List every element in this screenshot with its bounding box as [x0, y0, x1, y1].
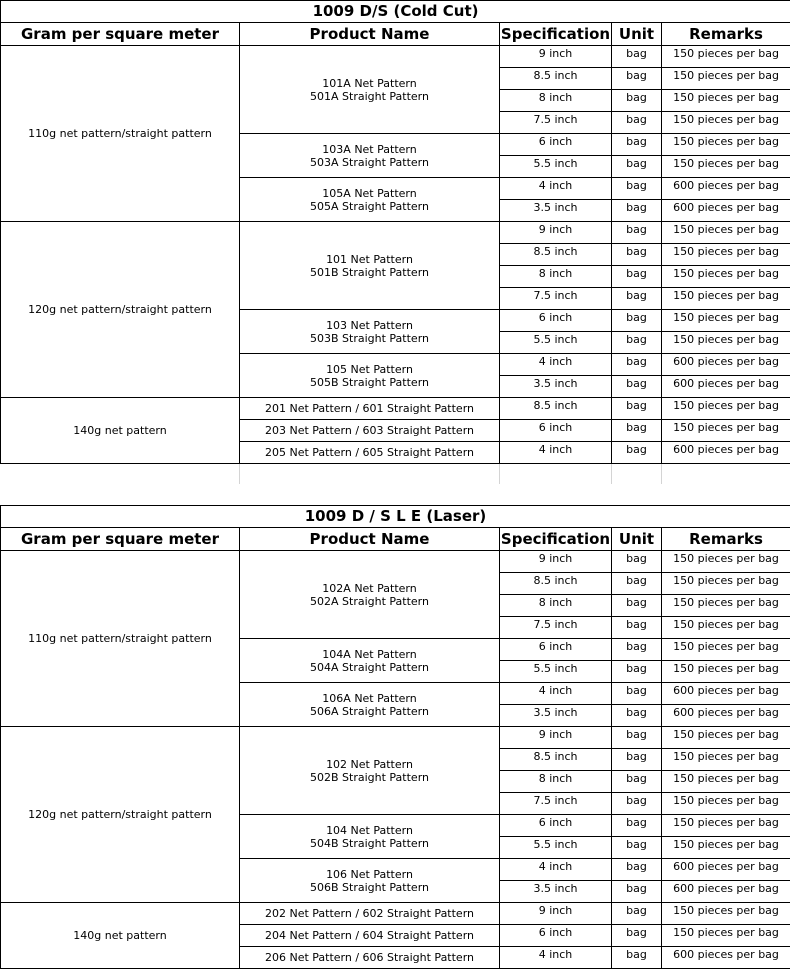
remarks-cell: 150 pieces per bag — [662, 815, 790, 837]
product-name-cell — [240, 46, 500, 134]
remarks-cell: 150 pieces per bag — [662, 222, 790, 244]
unit-cell: bag — [612, 266, 662, 288]
specification-cell: 8.5 inch — [500, 398, 612, 420]
column-header: Specification — [500, 528, 612, 551]
product-name-line: 502A Straight Pattern — [310, 595, 429, 608]
product-name-line: 205 Net Pattern / 605 Straight Pattern — [265, 446, 474, 459]
specification-cell: 3.5 inch — [500, 881, 612, 903]
unit-cell: bag — [612, 46, 662, 68]
remarks-cell: 150 pieces per bag — [662, 134, 790, 156]
product-name-cell — [240, 354, 500, 398]
unit-cell: bag — [612, 156, 662, 178]
remarks-cell: 150 pieces per bag — [662, 398, 790, 420]
unit-cell: bag — [612, 749, 662, 771]
product-name-line: 104 Net Pattern — [326, 824, 413, 837]
unit-cell: bag — [612, 398, 662, 420]
specification-cell: 6 inch — [500, 925, 612, 947]
unit-cell: bag — [612, 617, 662, 639]
unit-cell: bag — [612, 222, 662, 244]
table-row — [1, 903, 790, 925]
column-header: Product Name — [240, 23, 500, 46]
product-name-line: 101 Net Pattern — [326, 253, 413, 266]
product-name-cell — [240, 683, 500, 727]
unit-cell: bag — [612, 771, 662, 793]
specification-cell: 3.5 inch — [500, 705, 612, 727]
remarks-cell: 600 pieces per bag — [662, 859, 790, 881]
unit-cell: bag — [612, 925, 662, 947]
unit-cell: bag — [612, 815, 662, 837]
product-name-cell — [240, 178, 500, 222]
unit-cell: bag — [612, 288, 662, 310]
unit-cell: bag — [612, 310, 662, 332]
remarks-cell: 150 pieces per bag — [662, 266, 790, 288]
unit-cell: bag — [612, 793, 662, 815]
remarks-cell: 150 pieces per bag — [662, 68, 790, 90]
unit-cell: bag — [612, 332, 662, 354]
unit-cell: bag — [612, 639, 662, 661]
remarks-cell: 600 pieces per bag — [662, 947, 790, 969]
table-gap — [0, 484, 790, 505]
remarks-cell: 150 pieces per bag — [662, 112, 790, 134]
remarks-cell: 150 pieces per bag — [662, 244, 790, 266]
product-name-cell — [240, 134, 500, 178]
product-name-line: 501A Straight Pattern — [310, 90, 429, 103]
product-name-line: 502B Straight Pattern — [310, 771, 429, 784]
unit-cell: bag — [612, 112, 662, 134]
gram-cell: 120g net pattern/straight pattern — [1, 222, 240, 398]
specification-cell: 8.5 inch — [500, 573, 612, 595]
product-name-cell — [240, 815, 500, 859]
product-name-line: 202 Net Pattern / 602 Straight Pattern — [265, 907, 474, 920]
product-name-line: 105 Net Pattern — [326, 363, 413, 376]
product-name-line: 102A Net Pattern — [322, 582, 416, 595]
specification-cell: 5.5 inch — [500, 332, 612, 354]
remarks-cell: 150 pieces per bag — [662, 332, 790, 354]
specification-cell: 8.5 inch — [500, 244, 612, 266]
table-row — [1, 222, 790, 244]
unit-cell: bag — [612, 573, 662, 595]
specification-cell: 4 inch — [500, 354, 612, 376]
remarks-cell: 600 pieces per bag — [662, 376, 790, 398]
specification-cell: 4 inch — [500, 947, 612, 969]
product-name-line: 203 Net Pattern / 603 Straight Pattern — [265, 424, 474, 437]
gram-cell: 120g net pattern/straight pattern — [1, 727, 240, 903]
product-name-line: 501B Straight Pattern — [310, 266, 429, 279]
product-name-cell — [240, 727, 500, 815]
product-name-line: 504B Straight Pattern — [310, 837, 429, 850]
unit-cell: bag — [612, 837, 662, 859]
remarks-cell: 600 pieces per bag — [662, 354, 790, 376]
unit-cell: bag — [612, 420, 662, 442]
unit-cell: bag — [612, 859, 662, 881]
unit-cell: bag — [612, 683, 662, 705]
gram-cell: 110g net pattern/straight pattern — [1, 551, 240, 727]
specification-cell: 9 inch — [500, 903, 612, 925]
gram-cell: 140g net pattern — [1, 903, 240, 969]
product-name-cell — [240, 903, 500, 925]
column-header: Gram per square meter — [1, 528, 240, 551]
product-name-cell — [240, 420, 500, 442]
remarks-cell: 150 pieces per bag — [662, 288, 790, 310]
column-header: Remarks — [662, 23, 790, 46]
product-name-line: 505B Straight Pattern — [310, 376, 429, 389]
specification-cell: 4 inch — [500, 442, 612, 464]
remarks-cell: 150 pieces per bag — [662, 573, 790, 595]
unit-cell: bag — [612, 68, 662, 90]
specification-cell: 3.5 inch — [500, 376, 612, 398]
specification-cell: 8 inch — [500, 595, 612, 617]
table-row — [1, 727, 790, 749]
unit-cell: bag — [612, 881, 662, 903]
unit-cell: bag — [612, 661, 662, 683]
product-name-line: 106 Net Pattern — [326, 868, 413, 881]
specification-cell: 8.5 inch — [500, 68, 612, 90]
remarks-cell: 150 pieces per bag — [662, 771, 790, 793]
specification-cell: 6 inch — [500, 420, 612, 442]
column-header: Remarks — [662, 528, 790, 551]
unit-cell: bag — [612, 376, 662, 398]
product-name-line: 106A Net Pattern — [322, 692, 416, 705]
unit-cell: bag — [612, 727, 662, 749]
specification-cell: 7.5 inch — [500, 793, 612, 815]
column-header: Unit — [612, 23, 662, 46]
product-name-line: 206 Net Pattern / 606 Straight Pattern — [265, 951, 474, 964]
specification-cell: 5.5 inch — [500, 837, 612, 859]
remarks-cell: 600 pieces per bag — [662, 705, 790, 727]
remarks-cell: 150 pieces per bag — [662, 925, 790, 947]
specification-cell: 6 inch — [500, 815, 612, 837]
spec-table — [0, 0, 790, 484]
product-name-cell — [240, 310, 500, 354]
remarks-cell: 150 pieces per bag — [662, 727, 790, 749]
unit-cell: bag — [612, 90, 662, 112]
specification-cell: 7.5 inch — [500, 112, 612, 134]
product-name-cell — [240, 222, 500, 310]
remarks-cell: 150 pieces per bag — [662, 639, 790, 661]
remarks-cell: 600 pieces per bag — [662, 881, 790, 903]
unit-cell: bag — [612, 442, 662, 464]
specification-cell: 9 inch — [500, 222, 612, 244]
specification-cell: 9 inch — [500, 46, 612, 68]
product-name-cell — [240, 639, 500, 683]
product-name-cell — [240, 859, 500, 903]
remarks-cell: 150 pieces per bag — [662, 46, 790, 68]
remarks-cell: 600 pieces per bag — [662, 200, 790, 222]
remarks-cell: 150 pieces per bag — [662, 903, 790, 925]
spec-table — [0, 505, 790, 969]
table-row — [1, 398, 790, 420]
table-row — [1, 551, 790, 573]
unit-cell: bag — [612, 178, 662, 200]
product-name-cell — [240, 925, 500, 947]
table-title: 1009 D/S (Cold Cut) — [1, 1, 790, 23]
specification-cell: 7.5 inch — [500, 617, 612, 639]
remarks-cell: 150 pieces per bag — [662, 310, 790, 332]
specification-cell: 6 inch — [500, 639, 612, 661]
product-name-line: 102 Net Pattern — [326, 758, 413, 771]
product-name-line: 506B Straight Pattern — [310, 881, 429, 894]
specification-cell: 8 inch — [500, 771, 612, 793]
product-name-line: 506A Straight Pattern — [310, 705, 429, 718]
product-name-line: 503B Straight Pattern — [310, 332, 429, 345]
column-header: Product Name — [240, 528, 500, 551]
product-name-line: 103A Net Pattern — [322, 143, 416, 156]
product-name-cell — [240, 551, 500, 639]
specification-cell: 7.5 inch — [500, 288, 612, 310]
remarks-cell: 150 pieces per bag — [662, 793, 790, 815]
specification-cell: 4 inch — [500, 178, 612, 200]
specification-cell: 9 inch — [500, 551, 612, 573]
remarks-cell: 150 pieces per bag — [662, 551, 790, 573]
unit-cell: bag — [612, 595, 662, 617]
column-header: Gram per square meter — [1, 23, 240, 46]
product-name-line: 105A Net Pattern — [322, 187, 416, 200]
unit-cell: bag — [612, 200, 662, 222]
blank-row — [1, 464, 790, 485]
unit-cell: bag — [612, 903, 662, 925]
remarks-cell: 150 pieces per bag — [662, 837, 790, 859]
table-title: 1009 D / S L E (Laser) — [1, 506, 790, 528]
specification-cell: 4 inch — [500, 859, 612, 881]
unit-cell: bag — [612, 551, 662, 573]
column-header: Specification — [500, 23, 612, 46]
remarks-cell: 150 pieces per bag — [662, 420, 790, 442]
gram-cell: 140g net pattern — [1, 398, 240, 464]
column-header: Unit — [612, 528, 662, 551]
table-row — [1, 46, 790, 68]
specification-cell: 8 inch — [500, 90, 612, 112]
product-name-line: 201 Net Pattern / 601 Straight Pattern — [265, 402, 474, 415]
gram-cell: 110g net pattern/straight pattern — [1, 46, 240, 222]
specification-cell: 4 inch — [500, 683, 612, 705]
product-name-line: 505A Straight Pattern — [310, 200, 429, 213]
unit-cell: bag — [612, 354, 662, 376]
product-name-cell — [240, 947, 500, 969]
specification-cell: 5.5 inch — [500, 661, 612, 683]
unit-cell: bag — [612, 244, 662, 266]
remarks-cell: 150 pieces per bag — [662, 661, 790, 683]
remarks-cell: 600 pieces per bag — [662, 442, 790, 464]
specification-cell: 6 inch — [500, 134, 612, 156]
remarks-cell: 150 pieces per bag — [662, 156, 790, 178]
product-name-cell — [240, 398, 500, 420]
product-name-cell — [240, 442, 500, 464]
unit-cell: bag — [612, 947, 662, 969]
product-name-line: 103 Net Pattern — [326, 319, 413, 332]
product-name-line: 503A Straight Pattern — [310, 156, 429, 169]
specification-cell: 3.5 inch — [500, 200, 612, 222]
product-name-line: 504A Straight Pattern — [310, 661, 429, 674]
remarks-cell: 600 pieces per bag — [662, 683, 790, 705]
specification-cell: 6 inch — [500, 310, 612, 332]
unit-cell: bag — [612, 134, 662, 156]
specification-cell: 8 inch — [500, 266, 612, 288]
remarks-cell: 150 pieces per bag — [662, 749, 790, 771]
product-name-line: 104A Net Pattern — [322, 648, 416, 661]
specification-cell: 8.5 inch — [500, 749, 612, 771]
product-name-line: 204 Net Pattern / 604 Straight Pattern — [265, 929, 474, 942]
unit-cell: bag — [612, 705, 662, 727]
remarks-cell: 150 pieces per bag — [662, 90, 790, 112]
product-name-line: 101A Net Pattern — [322, 77, 416, 90]
remarks-cell: 150 pieces per bag — [662, 595, 790, 617]
remarks-cell: 150 pieces per bag — [662, 617, 790, 639]
remarks-cell: 600 pieces per bag — [662, 178, 790, 200]
specification-cell: 5.5 inch — [500, 156, 612, 178]
specification-cell: 9 inch — [500, 727, 612, 749]
